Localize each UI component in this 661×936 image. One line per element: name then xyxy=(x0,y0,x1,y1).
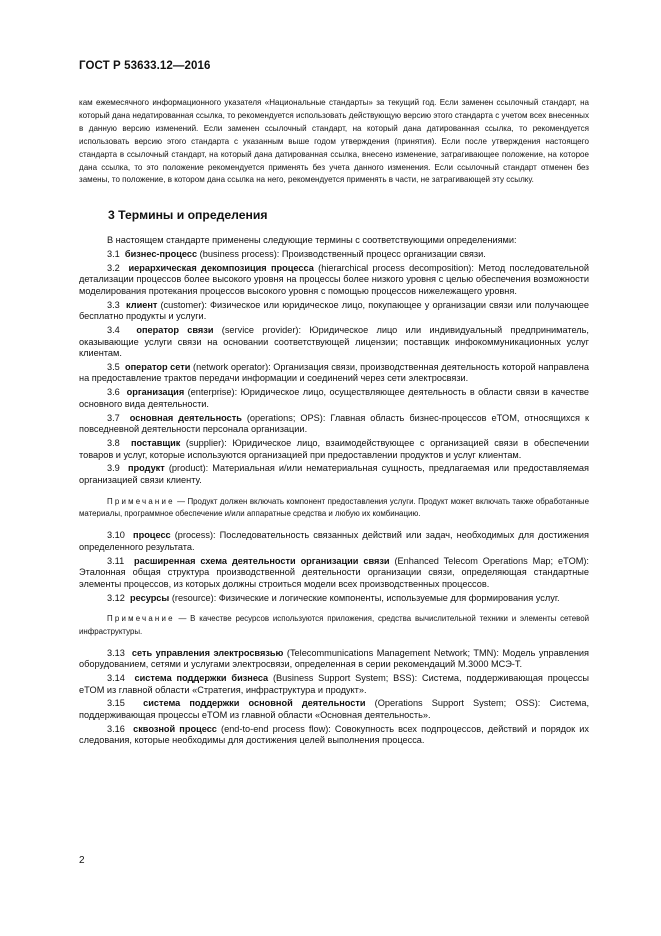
section-lead: В настоящем стандарте применены следующие термины с соответствующими определениями: xyxy=(107,235,517,245)
page-number: 2 xyxy=(79,855,85,866)
term-name: иерархическая декомпозиция процесса xyxy=(128,262,314,273)
term-name: система поддержки бизнеса xyxy=(134,673,269,684)
term-3-7: 3.7 основная деятельность (operations; OPS): Главная область бизнес-процессов eTOM, относящихся к повседневной деятельности персонала организации. xyxy=(79,412,590,435)
term-name: оператор связи xyxy=(136,324,214,335)
note-label: Примечание xyxy=(107,496,175,506)
term-3-6: 3.6 организация (enterprise): Юридическое лицо, осуществляющее деятельность в области связи в качестве основного вида деятельности. xyxy=(79,387,589,409)
term-3-4: 3.4 оператор связи (service provider): Юридическое лицо или индивидуальный предприниматель, оказывающие услуги связи на основании соответствующей лицензии; поставщик инфокоммуникационных услуг клиентам. xyxy=(79,324,589,359)
term-name: система поддержки основной деятельности xyxy=(143,698,366,709)
term-3-14: 3.14 система поддержки бизнеса (Business Support System; BSS): Система, поддерживающая процессы eTOM из главной области «Стратегия, инфраструктура и продукт». xyxy=(79,673,589,695)
term-3-15: 3.15 система поддержки основной деятельности (Operations Support System; OSS): Система, поддерживающая процессы eTOM из главной области «Основная деятельность». xyxy=(79,698,589,721)
term-name: сквозной процесс xyxy=(133,723,217,734)
term-3-10: 3.10 процесс (process): Последовательность связанных действий или задач, необходимых для достижения определенного результата. xyxy=(79,530,589,552)
note-product: Примечание — Продукт должен включать компонент предоставления услуги. Продукт может включать также обработанные материалы, программное обеспечение и/или аппаратные средства и любую их комбинацию. xyxy=(79,496,589,519)
term-name: сеть управления электросвязью xyxy=(131,647,284,658)
term-name: оператор сети xyxy=(124,361,191,372)
term-name: основная деятельность xyxy=(129,412,242,423)
intro-paragraph: кам ежемесячного информационного указателя «Национальные стандарты» за текущий год. Если заменен ссылочный стандарт, на который дана недатированная ссылка, то рекомендуется использовать действующую версию этого стандарта с учетом всех внесенных в данную версию изменений. Если заменен ссылочный стандарт, на который дана датированная ссылка, то рекомендуется использовать версию этого стандарта с указанным выше годом утверждения (принятия). Если после утверждения настоящего стандарта в ссылочный стандарт, на который дана датированная ссылка, внесено изменение, затрагивающее положение, на которое дана ссылка, то это положение рекомендуется применять без учета данного изменения. Если ссылочный стандарт отменен без замены, то положение, в котором дана ссылка на него, рекомендуется применять в части, не затрагивающей эту ссылку. xyxy=(79,98,589,185)
term-3-11: 3.11 расширенная схема деятельности организации связи (Enhanced Telecom Operations Map; eTOM): Эталонная общая структура производственной деятельности организации связи, определяющая стандартные элементы процессов, из которых должны строиться модели всех производственных процессов. xyxy=(79,555,589,589)
section-body xyxy=(79,235,589,747)
term-3-3: 3.3 клиент (customer): Физическое или юридическое лицо, покупающее у организации связи или получающее бесплатно продукты и услуги. xyxy=(79,299,589,322)
term-name: расширенная схема деятельности организации связи xyxy=(134,555,390,566)
term-3-9: 3.9 продукт (product): Материальная и/или нематериальная сущность, предлагаемая или предоставляемая организацией связи клиенту. xyxy=(79,463,590,485)
term-3-5: 3.5 оператор сети (network operator): Организация связи, производственная деятельность которой направлена на предоставление трактов передачи информации и соединений через сети электросвязи. xyxy=(79,361,589,384)
term-name: процесс xyxy=(133,530,171,541)
section-title: 3 Термины и определения xyxy=(108,208,268,222)
term-name: поставщик xyxy=(130,438,181,448)
intro-paragraph-block xyxy=(79,97,589,187)
term-3-13: 3.13 сеть управления электросвязью (Telecommunications Management Network; TMN): Модель управления оборудованием, сетями и услугами электросвязи, определенная в серии рекомендаций М.3000 МСЭ-Т. xyxy=(79,647,590,670)
term-3-12: 3.12 ресурсы (resource): Физические и логические компоненты, используемые для формирования услуг. xyxy=(107,592,560,603)
document-id-header: ГОСТ Р 53633.12—2016 xyxy=(79,60,211,72)
term-name: клиент xyxy=(126,299,158,310)
term-name: бизнес-процесс xyxy=(124,248,198,259)
term-name: продукт xyxy=(127,463,165,474)
term-name: ресурсы xyxy=(130,592,170,603)
term-name: организация xyxy=(126,387,185,398)
term-3-16: 3.16 сквозной процесс (end-to-end process flow): Совокупность всех подпроцессов, действий и порядок их следования, которые необходимы для достижения целей выполнения процесса. xyxy=(79,723,589,746)
note-resources: Примечание — В качестве ресурсов используются приложения, средства вычислительной техники и элементы сетевой инфраструктуры. xyxy=(79,614,589,636)
term-3-2: 3.2 иерархическая декомпозиция процесса (hierarchical process decomposition): Метод последовательной детализации процессов более высокого уровня на процессы более низкого уровня с целью обеспечения возможности моделирования протекания процессов высокого уровня с помощью процессов нижележащего уровня. xyxy=(79,262,590,296)
term-3-8: 3.8 поставщик (supplier): Юридическое лицо, взаимодействующее с организацией связи в обеспечении товаров и услуг, которые используются организацией при предоставлении продуктов и услуг клиентам. xyxy=(79,438,589,460)
term-3-1: 3.1 бизнес-процесс (business process): Производственный процесс организации связи. xyxy=(107,248,486,259)
note-label: Примечание xyxy=(107,614,175,624)
